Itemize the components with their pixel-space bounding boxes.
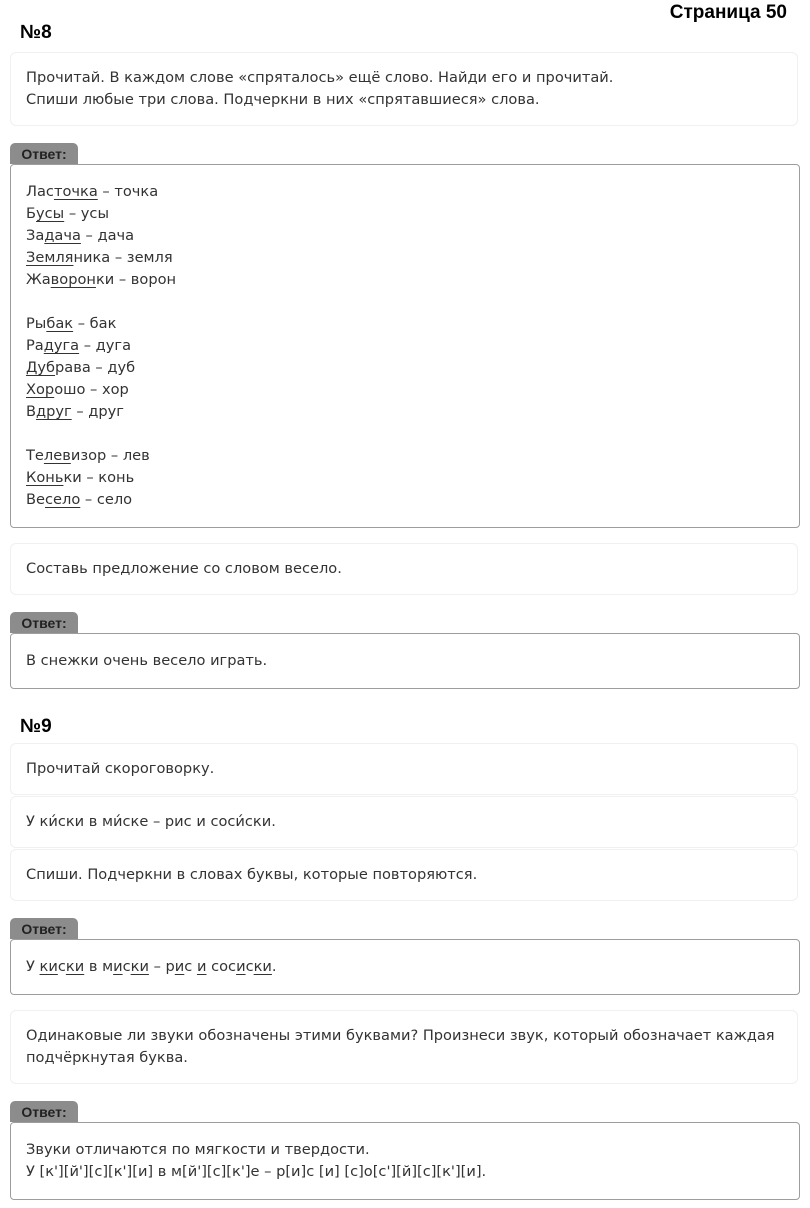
word-pair-line <box>26 401 784 423</box>
hidden-word-underline: ки <box>130 958 149 975</box>
spacer <box>26 291 784 313</box>
word-text: рава – дуб <box>55 359 136 376</box>
task-8-prompt-line-1: Прочитай. В каждом слове «спряталось» ещё слово. Найди его и прочитай. <box>26 69 614 86</box>
word-text: ника – земля <box>73 249 173 266</box>
word-pair-line <box>26 357 784 379</box>
answer-sentence-text: В снежки очень весело играть. <box>26 652 268 669</box>
answer-sounds-line-1: Звуки отличаются по мягкости и твердости. <box>26 1141 370 1158</box>
spacer <box>26 423 784 445</box>
hidden-word-underline: и <box>113 958 123 975</box>
answer-sounds-line-2: У [к'][й'][с][к'][и] в м[й'][с][к']е – р[и]с [и] [с]о[с'][й][с][к'][и]. <box>26 1163 487 1180</box>
task-9-prompt-3-line-2: подчёркнутая буква. <box>26 1049 188 1066</box>
task-8-prompt-2 <box>10 543 798 595</box>
word-text: изор – лев <box>70 447 150 464</box>
word-text: ошо – хор <box>54 381 129 398</box>
answer-label: Ответ: <box>10 612 78 633</box>
hidden-word-underline: усы <box>36 205 65 222</box>
word-text: Ве <box>26 491 45 508</box>
word-pair-line <box>26 445 784 467</box>
word-text: ки – конь <box>63 469 135 486</box>
answer-label: Ответ: <box>10 1101 78 1122</box>
answer-label: Ответ: <box>10 143 78 164</box>
answer-underlined-text <box>26 956 277 978</box>
task-9-prompt-text: Прочитай скороговорку. <box>26 760 215 777</box>
word-text: в м <box>84 958 114 975</box>
word-text: . <box>271 958 277 975</box>
word-text: В <box>26 403 37 420</box>
word-text: Б <box>26 205 37 222</box>
answer-label: Ответ: <box>10 918 78 939</box>
hidden-word-underline: ки <box>39 958 58 975</box>
task-8-prompt <box>10 52 798 126</box>
word-text: Ра <box>26 337 44 354</box>
word-pair-line <box>26 379 784 401</box>
word-pair-line <box>26 269 784 291</box>
word-text: Лас <box>26 183 54 200</box>
word-text: За <box>26 227 45 244</box>
hidden-word-underline: и <box>236 958 246 975</box>
word-pair-line <box>26 225 784 247</box>
task-9-prompt-3 <box>10 1010 798 1084</box>
hidden-word-underline: дача <box>44 227 81 244</box>
task-9-prompt-2 <box>10 849 798 901</box>
hidden-word-underline: и <box>196 958 207 975</box>
answer-box-underlined <box>10 939 800 995</box>
word-pair-line <box>26 203 784 225</box>
hidden-word-underline: друг <box>36 403 72 420</box>
task-9-prompt-3-line-1: Одинаковые ли звуки обозначены этими буквами? Произнеси звук, который обозначает каждая <box>26 1027 775 1044</box>
task-9-title: №9 <box>20 716 52 737</box>
hidden-word-underline: дуга <box>43 337 80 354</box>
word-text: Ры <box>26 315 47 332</box>
hidden-word-underline: бак <box>46 315 74 332</box>
word-text: – друг <box>71 403 124 420</box>
word-text: Жа <box>26 271 51 288</box>
word-text: – дача <box>80 227 135 244</box>
task-8-title: №8 <box>20 22 52 43</box>
task-8-prompt-line-2: Спиши любые три слова. Подчеркни в них «спрятавшиеся» слова. <box>26 91 540 108</box>
hidden-word-underline: Хор <box>26 381 55 398</box>
word-pair-line <box>26 335 784 357</box>
answer-box-hidden-words <box>10 164 800 528</box>
hidden-word-underline: Конь <box>26 469 64 486</box>
word-pair-line <box>26 467 784 489</box>
hidden-word-underline: лев <box>43 447 71 464</box>
hidden-word-underline: ки <box>65 958 85 975</box>
page-number: Страница 50 <box>669 2 787 23</box>
hidden-word-underline: Дуб <box>26 359 56 376</box>
hidden-word-underline: Земля <box>26 249 74 266</box>
tongue-twister <box>10 796 798 848</box>
word-text: У <box>26 958 40 975</box>
word-pair-line <box>26 489 784 511</box>
word-text: – село <box>80 491 133 508</box>
hidden-word-underline: точка <box>53 183 98 200</box>
word-text: – бак <box>73 315 117 332</box>
word-text: Те <box>26 447 44 464</box>
hidden-word-underline: село <box>45 491 81 508</box>
task-9-prompt <box>10 743 798 795</box>
word-text: с <box>122 958 131 975</box>
word-text: – точка <box>97 183 159 200</box>
answer-box-sentence <box>10 633 800 689</box>
hidden-word-underline: ки <box>253 958 272 975</box>
word-text: – р <box>148 958 175 975</box>
answer-box-sounds <box>10 1122 800 1200</box>
tongue-twister-text: У ки́ски в ми́ске – рис и соси́ски. <box>26 813 276 830</box>
word-text: – дуга <box>79 337 132 354</box>
word-pair-line <box>26 313 784 335</box>
word-text: с <box>184 958 197 975</box>
hidden-word-underline: и <box>174 958 185 975</box>
task-8-prompt-2-text: Составь предложение со словом весело. <box>26 560 342 577</box>
task-9-prompt-2-text: Спиши. Подчеркни в словах буквы, которые повторяются. <box>26 866 478 883</box>
word-pair-line <box>26 181 784 203</box>
word-text: с <box>57 958 66 975</box>
word-text: с <box>245 958 254 975</box>
hidden-word-underline: ворон <box>50 271 96 288</box>
word-text: сос <box>206 958 237 975</box>
word-text: ки – ворон <box>95 271 177 288</box>
word-text: – усы <box>64 205 109 222</box>
word-pair-line <box>26 247 784 269</box>
